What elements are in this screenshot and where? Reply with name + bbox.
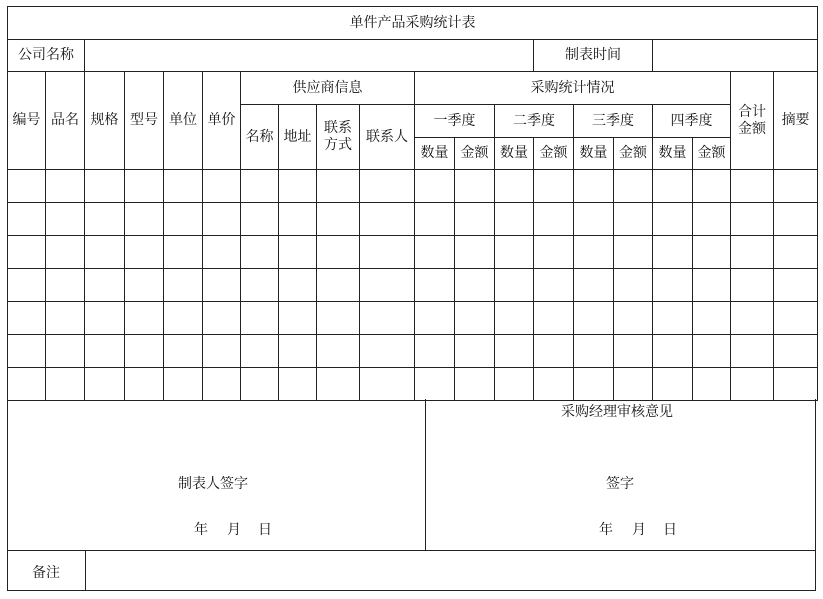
table-cell[interactable]: [534, 203, 574, 236]
table-cell[interactable]: [241, 269, 279, 302]
table-cell[interactable]: [125, 302, 164, 335]
remarks-label: 备注: [32, 565, 60, 581]
creation-date-field[interactable]: [653, 40, 818, 72]
table-cell[interactable]: [495, 170, 534, 203]
col-total-amount-header: 合计 金额: [731, 72, 774, 170]
table-cell[interactable]: [8, 368, 46, 401]
table-cell[interactable]: [8, 269, 46, 302]
table-cell[interactable]: [653, 170, 693, 203]
preparer-date-day: 日: [258, 522, 272, 538]
table-cell[interactable]: [693, 170, 731, 203]
table-cell[interactable]: [317, 368, 360, 401]
manager-date-month: 月: [632, 522, 646, 538]
manager-opinion-label: 采购经理审核意见: [561, 404, 673, 420]
table-cell[interactable]: [415, 170, 455, 203]
table-cell[interactable]: [653, 368, 693, 401]
table-cell[interactable]: [8, 302, 46, 335]
col-supplier-name-header: 名称: [241, 105, 279, 170]
table-cell[interactable]: [46, 236, 85, 269]
supplier-info-header: 供应商信息: [241, 72, 415, 105]
table-cell[interactable]: [731, 236, 774, 269]
table-cell[interactable]: [8, 236, 46, 269]
table-cell[interactable]: [360, 335, 415, 368]
table-cell[interactable]: [279, 236, 317, 269]
table-cell[interactable]: [614, 335, 653, 368]
table-cell[interactable]: [534, 269, 574, 302]
table-cell[interactable]: [455, 302, 495, 335]
table-cell[interactable]: [241, 302, 279, 335]
col-number-header: 编号: [8, 72, 46, 170]
table-cell[interactable]: [317, 203, 360, 236]
table-cell[interactable]: [360, 269, 415, 302]
table-cell[interactable]: [164, 203, 203, 236]
table-cell[interactable]: [415, 368, 455, 401]
q3-amount-header: 金额: [614, 138, 653, 170]
approval-section: [7, 399, 816, 591]
purchase-statistics-form: [7, 6, 816, 592]
q2-amount-header: 金额: [534, 138, 574, 170]
table-cell[interactable]: [46, 335, 85, 368]
table-cell[interactable]: [8, 170, 46, 203]
table-cell[interactable]: [46, 203, 85, 236]
table-cell[interactable]: [46, 170, 85, 203]
table-cell[interactable]: [534, 302, 574, 335]
table-cell[interactable]: [85, 269, 125, 302]
table-cell[interactable]: [125, 170, 164, 203]
table-cell[interactable]: [495, 302, 534, 335]
table-cell[interactable]: [125, 335, 164, 368]
q3-qty-header: 数量: [574, 138, 614, 170]
table-cell[interactable]: [614, 236, 653, 269]
table-cell[interactable]: [85, 335, 125, 368]
table-cell[interactable]: [693, 335, 731, 368]
table-cell[interactable]: [574, 203, 614, 236]
table-cell[interactable]: [203, 236, 241, 269]
q4-amount-header: 金额: [693, 138, 731, 170]
table-cell[interactable]: [731, 170, 774, 203]
table-row: [8, 269, 818, 302]
col-product-name-header: 品名: [46, 72, 85, 170]
table-cell[interactable]: [731, 203, 774, 236]
manager-date-year: 年: [599, 522, 613, 538]
company-name-field[interactable]: [85, 40, 534, 72]
col-spec-header: 规格: [85, 72, 125, 170]
table-cell[interactable]: [614, 368, 653, 401]
table-row: [8, 368, 818, 401]
table-cell[interactable]: [614, 203, 653, 236]
table-cell[interactable]: [495, 236, 534, 269]
table-cell[interactable]: [653, 203, 693, 236]
data-rows: [8, 170, 818, 401]
preparer-signature-label: 制表人签字: [178, 476, 248, 492]
table-cell[interactable]: [653, 236, 693, 269]
table-cell[interactable]: [415, 302, 455, 335]
table-cell[interactable]: [731, 269, 774, 302]
table-cell[interactable]: [455, 335, 495, 368]
table-cell[interactable]: [241, 368, 279, 401]
table-cell[interactable]: [46, 269, 85, 302]
table-cell[interactable]: [774, 203, 818, 236]
table-cell[interactable]: [693, 368, 731, 401]
table-cell[interactable]: [534, 236, 574, 269]
col-unit-header: 单位: [164, 72, 203, 170]
table-cell[interactable]: [164, 170, 203, 203]
table-cell[interactable]: [774, 302, 818, 335]
table-cell[interactable]: [279, 368, 317, 401]
table-cell[interactable]: [774, 170, 818, 203]
table-cell[interactable]: [774, 269, 818, 302]
table-cell[interactable]: [614, 302, 653, 335]
col-model-header: 型号: [125, 72, 164, 170]
table-cell[interactable]: [360, 302, 415, 335]
col-supplier-address-header: 地址: [279, 105, 317, 170]
table-cell[interactable]: [317, 335, 360, 368]
table-cell[interactable]: [241, 335, 279, 368]
table-cell[interactable]: [495, 368, 534, 401]
table-cell[interactable]: [85, 368, 125, 401]
table-cell[interactable]: [653, 269, 693, 302]
table-cell[interactable]: [455, 269, 495, 302]
creation-date-label: 制表时间: [534, 40, 653, 72]
table-row: [8, 236, 818, 269]
table-cell[interactable]: [125, 368, 164, 401]
table-cell[interactable]: [203, 302, 241, 335]
table-row: [8, 203, 818, 236]
table-row: [8, 170, 818, 203]
preparer-date-year: 年: [194, 522, 208, 538]
table-cell[interactable]: [534, 368, 574, 401]
table-cell[interactable]: [46, 368, 85, 401]
table-cell[interactable]: [731, 335, 774, 368]
table-cell[interactable]: [125, 269, 164, 302]
table-cell[interactable]: [774, 335, 818, 368]
table-cell[interactable]: [574, 236, 614, 269]
table-cell[interactable]: [317, 302, 360, 335]
table-cell[interactable]: [203, 335, 241, 368]
table-cell[interactable]: [279, 170, 317, 203]
table-cell[interactable]: [693, 269, 731, 302]
purchase-statistics-header: 采购统计情况: [415, 72, 731, 105]
quarter-4-header: 四季度: [653, 105, 731, 138]
table-cell[interactable]: [360, 236, 415, 269]
table-cell[interactable]: [653, 302, 693, 335]
table-cell[interactable]: [241, 170, 279, 203]
table-cell[interactable]: [203, 170, 241, 203]
table-cell[interactable]: [415, 269, 455, 302]
table-cell[interactable]: [415, 236, 455, 269]
q2-qty-header: 数量: [495, 138, 534, 170]
table-cell[interactable]: [279, 269, 317, 302]
table-cell[interactable]: [203, 368, 241, 401]
table-cell[interactable]: [8, 203, 46, 236]
table-cell[interactable]: [317, 236, 360, 269]
col-contact-method-header: 联系 方式: [317, 105, 360, 170]
table-cell[interactable]: [693, 203, 731, 236]
quarter-3-header: 三季度: [574, 105, 653, 138]
col-contact-person-header: 联系人: [360, 105, 415, 170]
table-cell[interactable]: [85, 203, 125, 236]
q1-amount-header: 金额: [455, 138, 495, 170]
quarter-1-header: 一季度: [415, 105, 495, 138]
table-cell[interactable]: [125, 203, 164, 236]
table-cell[interactable]: [317, 170, 360, 203]
table-cell[interactable]: [46, 302, 85, 335]
col-summary-header: 摘要: [774, 72, 818, 170]
table-cell[interactable]: [360, 203, 415, 236]
table-cell[interactable]: [85, 170, 125, 203]
table-cell[interactable]: [164, 269, 203, 302]
table-cell[interactable]: [495, 203, 534, 236]
table-cell[interactable]: [8, 335, 46, 368]
table-cell[interactable]: [614, 269, 653, 302]
table-cell[interactable]: [574, 335, 614, 368]
table-cell[interactable]: [731, 302, 774, 335]
table-cell[interactable]: [534, 335, 574, 368]
table-row: [8, 302, 818, 335]
form-title: 单件产品采购统计表: [8, 7, 818, 40]
table-cell[interactable]: [85, 236, 125, 269]
table-cell[interactable]: [360, 170, 415, 203]
table-cell[interactable]: [574, 302, 614, 335]
manager-date-day: 日: [663, 522, 677, 538]
table-cell[interactable]: [279, 203, 317, 236]
table-cell[interactable]: [164, 335, 203, 368]
table-cell[interactable]: [574, 170, 614, 203]
table-cell[interactable]: [125, 236, 164, 269]
table-cell[interactable]: [360, 368, 415, 401]
table-cell[interactable]: [574, 368, 614, 401]
table-cell[interactable]: [495, 269, 534, 302]
table-cell[interactable]: [455, 368, 495, 401]
table-cell[interactable]: [241, 236, 279, 269]
table-cell[interactable]: [415, 203, 455, 236]
table-cell[interactable]: [495, 335, 534, 368]
table-cell[interactable]: [317, 269, 360, 302]
q1-qty-header: 数量: [415, 138, 455, 170]
table-cell[interactable]: [279, 302, 317, 335]
table-cell[interactable]: [774, 368, 818, 401]
q4-qty-header: 数量: [653, 138, 693, 170]
table-cell[interactable]: [455, 170, 495, 203]
table-cell[interactable]: [455, 203, 495, 236]
quarter-2-header: 二季度: [495, 105, 574, 138]
table-cell[interactable]: [574, 269, 614, 302]
table-cell[interactable]: [653, 335, 693, 368]
table-cell[interactable]: [203, 269, 241, 302]
table-cell[interactable]: [203, 203, 241, 236]
company-name-label: 公司名称: [8, 40, 85, 72]
table-cell[interactable]: [455, 236, 495, 269]
table-cell[interactable]: [731, 368, 774, 401]
table-cell[interactable]: [534, 170, 574, 203]
table-cell[interactable]: [693, 302, 731, 335]
table-row: [8, 335, 818, 368]
table-cell[interactable]: [241, 203, 279, 236]
table-cell[interactable]: [164, 368, 203, 401]
table-cell[interactable]: [693, 236, 731, 269]
preparer-date-month: 月: [227, 522, 241, 538]
table-cell[interactable]: [85, 302, 125, 335]
table-cell[interactable]: [415, 335, 455, 368]
table-cell[interactable]: [614, 170, 653, 203]
col-unit-price-header: 单价: [203, 72, 241, 170]
statistics-table: [7, 6, 818, 401]
table-cell[interactable]: [164, 236, 203, 269]
manager-signature-label: 签字: [606, 476, 634, 492]
table-cell[interactable]: [774, 236, 818, 269]
table-cell[interactable]: [279, 335, 317, 368]
table-cell[interactable]: [164, 302, 203, 335]
